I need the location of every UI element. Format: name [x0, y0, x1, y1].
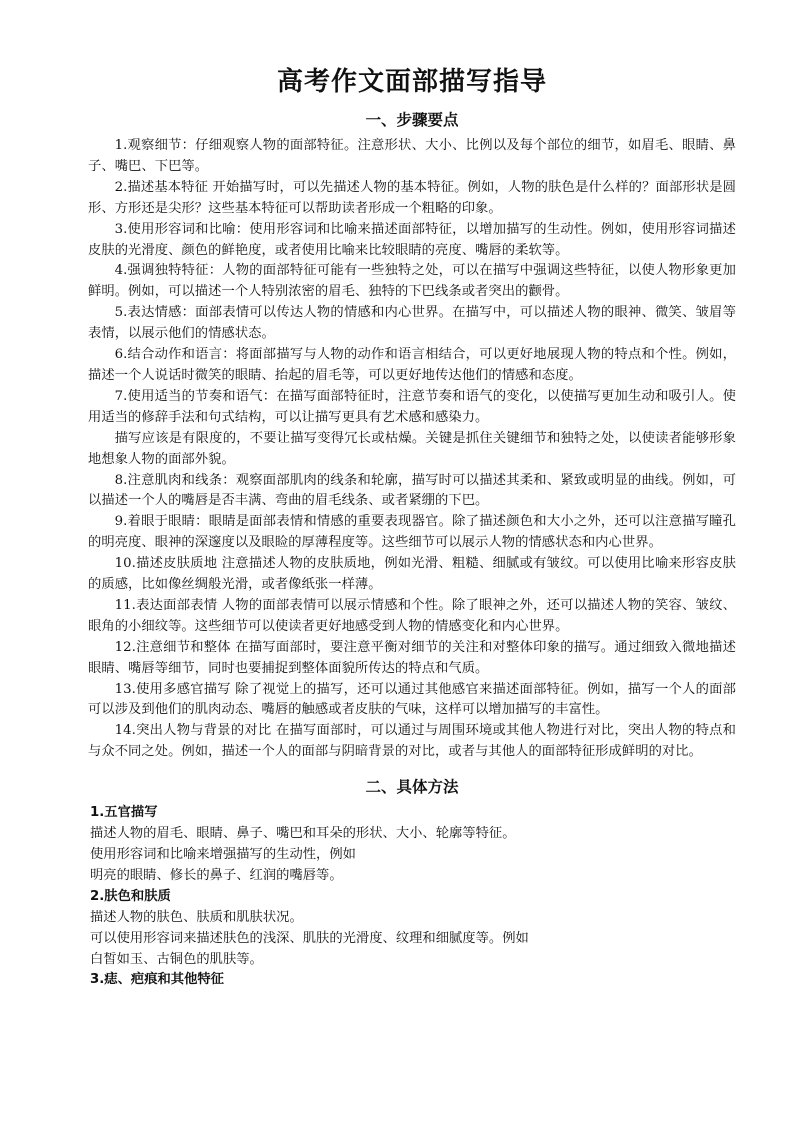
- step-paragraph: 8.注意肌肉和线条：观察面部肌肉的线条和轮廓，描写时可以描述其柔和、紧致或明显的曲线。例如，可以描述一个人的嘴唇是否丰满、弯曲的眉毛线条、或者紧绷的下巴。: [88, 472, 736, 509]
- method-line: 可以使用形容词来描述肤色的浅深、肌肤的光滑度、纹理和细腻度等。例如: [90, 930, 529, 946]
- steps-body: [88, 136, 736, 763]
- step-paragraph: 11.表达面部表情 人物的面部表情可以展示情感和个性。除了眼神之外，还可以描述人物的笑容、皱纹、眼角的小细纹等。这些细节可以使读者更好地感受到人物的情感变化和内心世界。: [88, 597, 736, 634]
- step-paragraph: 3.使用形容词和比喻：使用形容词和比喻来描述面部特征，以增加描写的生动性。例如，使用形容词描述皮肤的光滑度、颜色的鲜艳度，或者使用比喻来比较眼睛的亮度、嘴唇的柔软等。: [88, 221, 736, 258]
- document-title: 高考作文面部描写指导: [276, 67, 547, 97]
- step-paragraph: 5.表达情感：面部表情可以传达人物的情感和内心世界。在描写中，可以描述人物的眼神、微笑、皱眉等表情，以展示他们的情感状态。: [88, 305, 736, 342]
- method-title: 2.肤色和肤质: [90, 888, 171, 904]
- section-heading-methods: 二、具体方法: [365, 778, 459, 797]
- step-paragraph: 14.突出人物与背景的对比 在描写面部时，可以通过与周围环境或其他人物进行对比，突出人物的特点和与众不同之处。例如，描述一个人的面部与阴暗背景的对比，或者与其他人的面部特征形成鲜明的对比。: [88, 723, 736, 760]
- method-title: 1.五官描写: [90, 805, 158, 821]
- method-line: 描述人物的肤色、肤质和肌肤状况。: [90, 909, 303, 925]
- step-paragraph: 2.描述基本特征 开始描写时，可以先描述人物的基本特征。例如，人物的肤色是什么样的？面部形状是圆形、方形还是尖形？这些基本特征可以帮助读者形成一个粗略的印象。: [88, 179, 736, 216]
- method-title: 3.痣、疤痕和其他特征: [90, 972, 224, 988]
- step-paragraph: 10.描述皮肤质地 注意描述人物的皮肤质地，例如光滑、粗糙、细腻或有皱纹。可以使用比喻来形容皮肤的质感，比如像丝绸般光滑，或者像纸张一样薄。: [88, 556, 736, 593]
- step-paragraph: 9.着眼于眼睛：眼睛是面部表情和情感的重要表现器官。除了描述颜色和大小之外，还可以注意描写瞳孔的明亮度、眼神的深邃度以及眼睑的厚薄程度等。这些细节可以展示人物的情感状态和内心世界。: [88, 514, 736, 551]
- step-paragraph: 描写应该是有限度的，不要让描写变得冗长或枯燥。关键是抓住关键细节和独特之处，以使读者能够形象地想象人物的面部外貌。: [88, 430, 736, 467]
- methods-body: [88, 803, 736, 991]
- document-page: [88, 62, 736, 991]
- method-line: 白皙如玉、古铜色的肌肤等。: [90, 951, 263, 967]
- method-line: 描述人物的眉毛、眼睛、鼻子、嘴巴和耳朵的形状、大小、轮廓等特征。: [90, 826, 516, 842]
- step-paragraph: 7.使用适当的节奏和语气：在描写面部特征时，注意节奏和语气的变化，以使描写更加生动和吸引人。使用适当的修辞手法和句式结构，可以让描写更具有艺术感和感染力。: [88, 388, 736, 425]
- section-heading-steps: 一、步骤要点: [365, 111, 459, 129]
- step-paragraph: 13.使用多感官描写 除了视觉上的描写，还可以通过其他感官来描述面部特征。例如，描写一个人的面部可以涉及到他们的肌肉动态、嘴唇的触感或者皮肤的气味，这样可以增加描写的丰富性。: [88, 681, 736, 718]
- step-paragraph: 12.注意细节和整体 在描写面部时，要注意平衡对细节的关注和对整体印象的描写。通过细致入微地描述眼睛、嘴唇等细节，同时也要捕捉到整体面貌所传达的特点和气质。: [88, 639, 736, 676]
- step-paragraph: 4.强调独特特征：人物的面部特征可能有一些独特之处，可以在描写中强调这些特征，以使人物形象更加鲜明。例如，可以描述一个人特别浓密的眉毛、独特的下巴线条或者突出的颧骨。: [88, 263, 736, 300]
- step-paragraph: 6.结合动作和语言：将面部描写与人物的动作和语言相结合，可以更好地展现人物的特点和个性。例如，描述一个人说话时微笑的眼睛、抬起的眉毛等，可以更好地传达他们的情感和态度。: [88, 347, 736, 383]
- method-line: 明亮的眼睛、修长的鼻子、红润的嘴唇等。: [90, 867, 343, 883]
- step-paragraph: 1.观察细节：仔细观察人物的面部特征。注意形状、大小、比例以及每个部位的细节，如眉毛、眼睛、鼻子、嘴巴、下巴等。: [88, 138, 736, 174]
- method-line: 使用形容词和比喻来增强描写的生动性，例如: [90, 847, 356, 862]
